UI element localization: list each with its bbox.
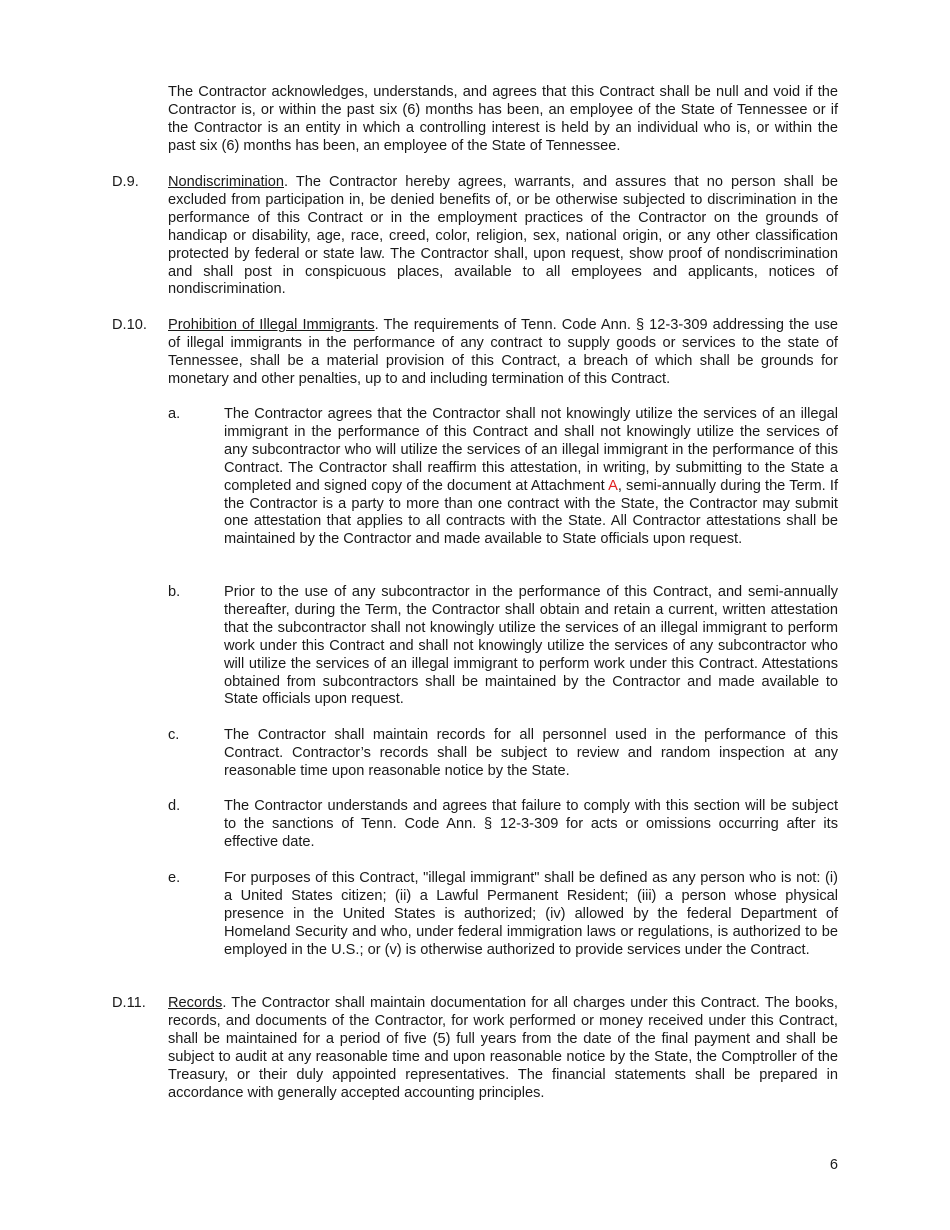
attachment-reference-link[interactable]: A: [608, 477, 618, 494]
section-d10: [112, 317, 838, 389]
section-heading: Records: [168, 995, 223, 1011]
section-body: [168, 174, 838, 299]
subsection-letter: a.: [168, 406, 181, 422]
intro-paragraph: The Contractor acknowledges, understands, and agrees that this Contract shall be null and void if the Contractor is, or within the past six (6) months has been, an employee of the State of Tennessee or if the Contractor is an entity in which a controlling interest is held by an individual who is, or within the past six (6) months has been, an employee of the State of Tennessee.: [168, 84, 838, 154]
section-heading: Prohibition of Illegal Immigrants: [168, 317, 375, 333]
subsection-d: [168, 798, 838, 852]
subsection-text: The Contractor understands and agrees that failure to comply with this section will be subject to the sanctions of Tenn. Code Ann. § 12-3-309 for acts or omissions occurring after its effective date.: [224, 798, 838, 850]
subsection-text: The Contractor shall maintain records for all personnel used in the performance of this Contract. Contractor’s records shall be subject to review and random inspection at any reasonable time upon reasonable notice by the State.: [224, 727, 838, 779]
subsection-letter: e.: [168, 870, 181, 886]
section-text: . The Contractor hereby agrees, warrants, and assures that no person shall be excluded from participation in, be denied benefits of, or be otherwise subjected to discrimination in the performance of this Contract or in the employment practices of the Contractor on the grounds of handicap or disability, age, race, creed, color, religion, sex, national origin, or any other classification protected by federal or state law. The Contractor shall, upon request, show proof of nondiscrimination and shall post in conspicuous places, available to all employees and applicants, notices of nondiscrimination.: [168, 174, 838, 298]
subsection-letter: b.: [168, 584, 181, 600]
subsection-letter: c.: [168, 727, 180, 743]
subsection-letter: d.: [168, 798, 181, 814]
section-number: D.9.: [112, 174, 139, 190]
subsection-a: [168, 406, 838, 549]
section-d9: [112, 174, 838, 299]
page-number: 6: [829, 1157, 838, 1173]
subsection-text: , semi-annually during the Term. If the Contractor is a party to more than one contract with the State, the Contractor may submit one attestation that applies to all contracts with the State. All Contractor attestations shall be maintained by the Contractor and made available to State officials upon request.: [224, 477, 838, 548]
subsection-c: [168, 727, 838, 781]
section-number: D.10.: [112, 317, 147, 333]
subsection-text: For purposes of this Contract, "illegal immigrant" shall be defined as any person who is not: (i) a United States citizen; (ii) a Lawful Permanent Resident; (iii) a person whose physical presence in the United States is authorized; (iv) allowed by the federal Department of Homeland Security and who, under federal immigration laws or regulations, is authorized to be employed in the U.S.; or (v) is otherwise authorized to provide services under the Contract.: [224, 870, 838, 958]
section-d11: [112, 995, 838, 1102]
section-text: . The Contractor shall maintain documentation for all charges under this Contract. The books, records, and documents of the Contractor, for work performed or money received under this Contract, shall be maintained for a period of five (5) full years from the date of the final payment and shall be subject to audit at any reasonable time and upon reasonable notice by the State, the Comptroller of the Treasury, or their duly appointed representatives. The financial statements shall be prepared in accordance with generally accepted accounting principles.: [168, 995, 838, 1101]
subsection-text: The Contractor agrees that the Contractor shall not knowingly utilize the services of an illegal immigrant in the performance of this Contract and shall not knowingly utilize the services of any subcontractor who will utilize the services of an illegal immigrant in the performance of this Contract. The Contractor shall reaffirm this attestation, in writing, by submitting to the State a completed and signed copy of the document at Attachment: [224, 406, 838, 494]
section-text: . The requirements of Tenn. Code Ann. § 12-3-309 addressing the use of illegal immigrants in the performance of any contract to supply goods or services to the state of Tennessee, shall be a material provision of this Contract, a breach of which shall be grounds for monetary and other penalties, up to and including termination of this Contract.: [168, 317, 839, 387]
subsection-b: [168, 584, 838, 709]
subsection-e: [168, 870, 838, 960]
subsection-text: Prior to the use of any subcontractor in the performance of this Contract, and semi-annually thereafter, during the Term, the Contractor shall obtain and retain a current, written attestation that the subcontractor shall not knowingly utilize the services of an illegal immigrant to perform work under this Contract and shall not knowingly utilize the services of any subcontractor who will utilize the services of an illegal immigrant to perform work under this Contract. Attestations obtained from subcontractors shall be maintained by the Contractor and made available to State officials upon request.: [224, 584, 838, 708]
subsection-body: [224, 406, 838, 549]
section-heading: Nondiscrimination: [168, 174, 284, 190]
section-body: [168, 995, 838, 1102]
section-number: D.11.: [112, 995, 146, 1011]
section-body: [168, 317, 838, 389]
